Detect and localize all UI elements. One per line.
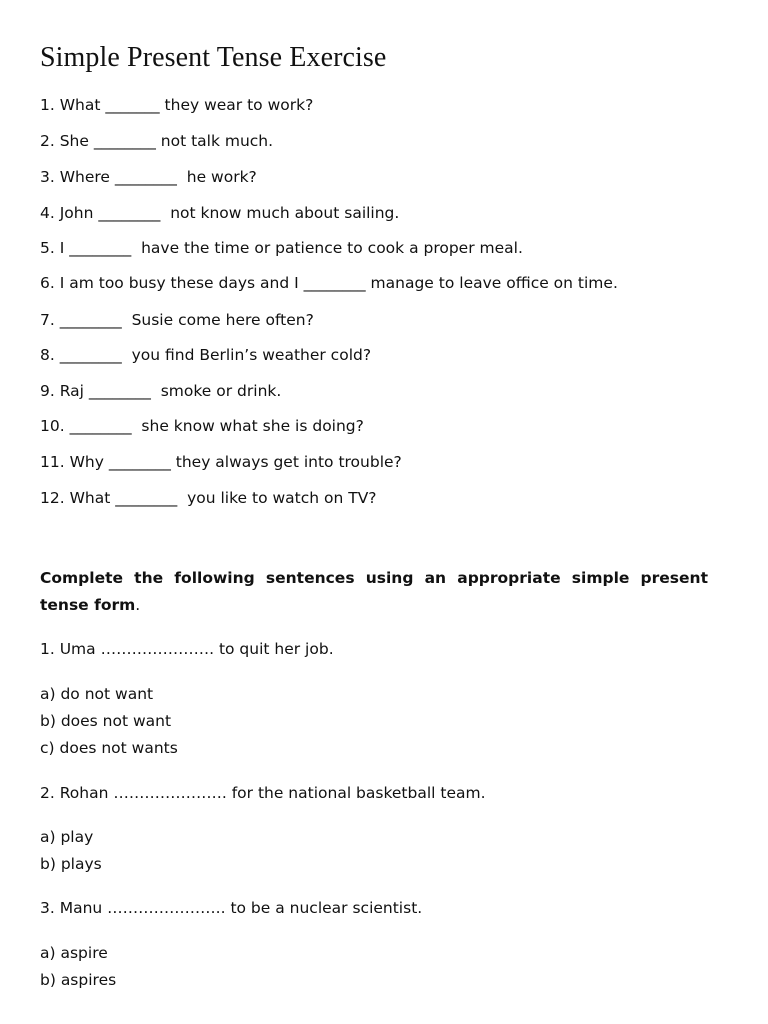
mcq-1-option-c: c) does not wants (40, 739, 178, 757)
mcq-question-1: 1. Uma …………………. to quit her job. (40, 640, 334, 658)
instruction-text: Complete the following sentences using an appropriate simple present tense form (40, 569, 708, 614)
instruction-period: . (135, 596, 141, 614)
instructions (40, 565, 708, 619)
blank-question-4: 4. John ________ not know much about sailing. (40, 204, 400, 222)
blank-question-5: 5. I ________ have the time or patience to cook a proper meal. (40, 239, 523, 257)
mcq-2-option-b: b) plays (40, 855, 102, 873)
mcq-1-option-a: a) do not want (40, 685, 154, 703)
mcq-3-option-b: b) aspires (40, 971, 117, 989)
mcq-question-3: 3. Manu ………………….. to be a nuclear scientist. (40, 899, 423, 917)
blank-question-1: 1. What _______ they wear to work? (40, 96, 314, 114)
blank-question-3: 3. Where ________ he work? (40, 168, 257, 186)
blank-question-11: 11. Why ________ they always get into trouble? (40, 453, 402, 471)
blank-question-10: 10. ________ she know what she is doing? (40, 417, 364, 435)
blank-question-12: 12. What ________ you like to watch on TV? (40, 489, 377, 507)
mcq-3-option-a: a) aspire (40, 944, 108, 962)
blank-question-2: 2. She ________ not talk much. (40, 132, 274, 150)
blank-question-7: 7. ________ Susie come here often? (40, 311, 314, 329)
mcq-2-option-a: a) play (40, 828, 94, 846)
blank-question-8: 8. ________ you find Berlin’s weather cold? (40, 346, 372, 364)
mcq-1-option-b: b) does not want (40, 712, 172, 730)
blank-question-6: 6. I am too busy these days and I ________ manage to leave office on time. (40, 274, 618, 292)
mcq-question-2: 2. Rohan …………………. for the national basketball team. (40, 784, 486, 802)
blank-question-9: 9. Raj ________ smoke or drink. (40, 382, 282, 400)
page-title: Simple Present Tense Exercise (40, 42, 387, 73)
